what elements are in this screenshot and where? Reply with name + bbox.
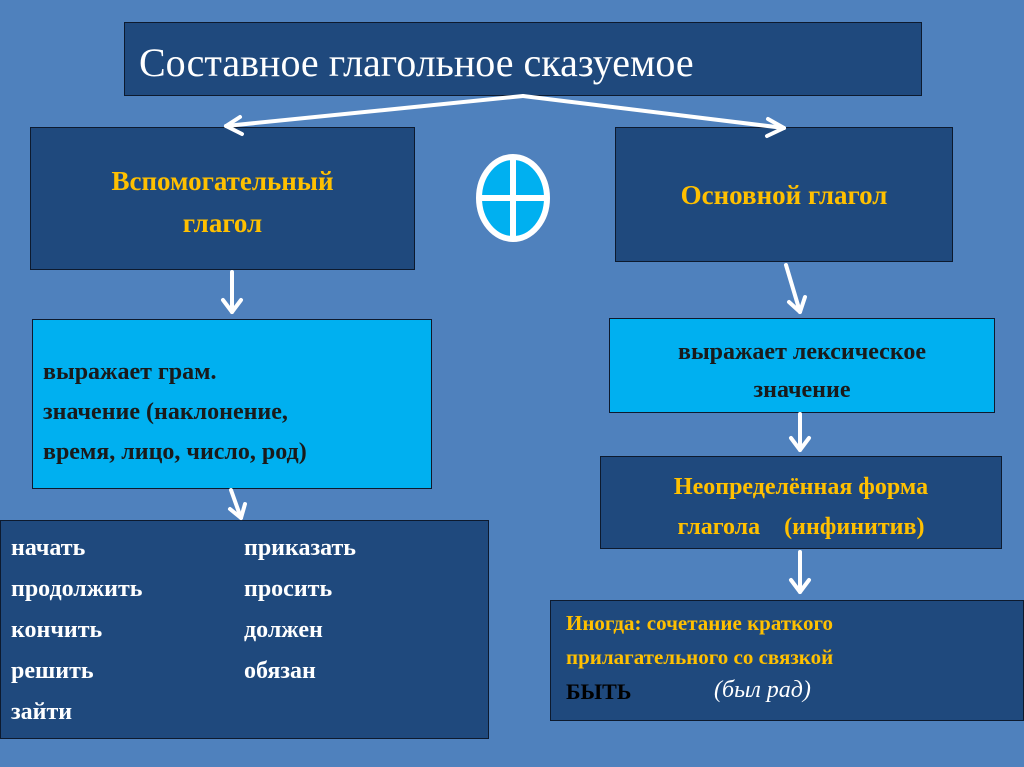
note-line2: прилагательного со связкой	[566, 645, 834, 669]
arrowhead	[230, 504, 245, 518]
arrow-description-to-verbs	[231, 490, 241, 518]
infinitive-label	[601, 467, 1001, 547]
arrowhead	[791, 580, 809, 592]
verb-item: должен	[244, 617, 323, 643]
main-verb-label: Основной глагол	[680, 180, 888, 210]
note-line1: Иногда: сочетание краткого	[566, 611, 833, 635]
infinitive-line2: глагола (инфинитив)	[677, 514, 925, 540]
auxiliary-verb-label-line2: глагол	[182, 208, 263, 238]
note-example: (был рад)	[714, 677, 811, 703]
verb-item: зайти	[11, 699, 73, 725]
auxiliary-description-line2: значение (наклонение,	[43, 399, 288, 425]
note-box	[550, 600, 1024, 721]
infinitive-line1: Неопределённая форма	[673, 474, 929, 500]
arrowhead	[791, 438, 809, 450]
main-verb-box	[615, 127, 953, 262]
main-description-line1: выражает лексическое	[677, 339, 926, 365]
arrow-title-to-main	[523, 96, 784, 128]
arrow-main-to-description	[786, 265, 800, 312]
auxiliary-verb-box	[30, 127, 415, 270]
auxiliary-verb-label	[31, 160, 414, 244]
arrowhead	[223, 300, 241, 312]
verb-item: кончить	[11, 617, 103, 643]
verb-item: обязан	[244, 658, 316, 684]
infinitive-box	[600, 456, 1002, 549]
verb-item: решить	[11, 658, 94, 684]
note-copula: БЫТЬ	[566, 679, 632, 704]
auxiliary-description	[43, 352, 307, 472]
page-title: Составное глагольное сказуемое	[139, 40, 694, 85]
arrowhead	[789, 297, 805, 312]
title-box	[124, 22, 922, 96]
verb-item: просить	[244, 576, 333, 602]
main-description	[610, 333, 994, 409]
verb-item: продолжить	[11, 576, 143, 602]
circle-plus-icon	[479, 157, 547, 239]
auxiliary-description-box	[32, 319, 432, 489]
verb-item: приказать	[244, 535, 356, 561]
auxiliary-verb-label-line1: Вспомогательный	[111, 166, 334, 196]
arrow-title-to-auxiliary	[226, 96, 523, 126]
main-description-line2: значение	[753, 377, 851, 403]
main-description-box	[609, 318, 995, 413]
auxiliary-description-line3: время, лицо, число, род)	[43, 439, 307, 465]
auxiliary-verbs-list	[0, 520, 489, 739]
auxiliary-description-line1: выражает грам.	[43, 359, 217, 385]
verb-item: начать	[11, 535, 86, 561]
